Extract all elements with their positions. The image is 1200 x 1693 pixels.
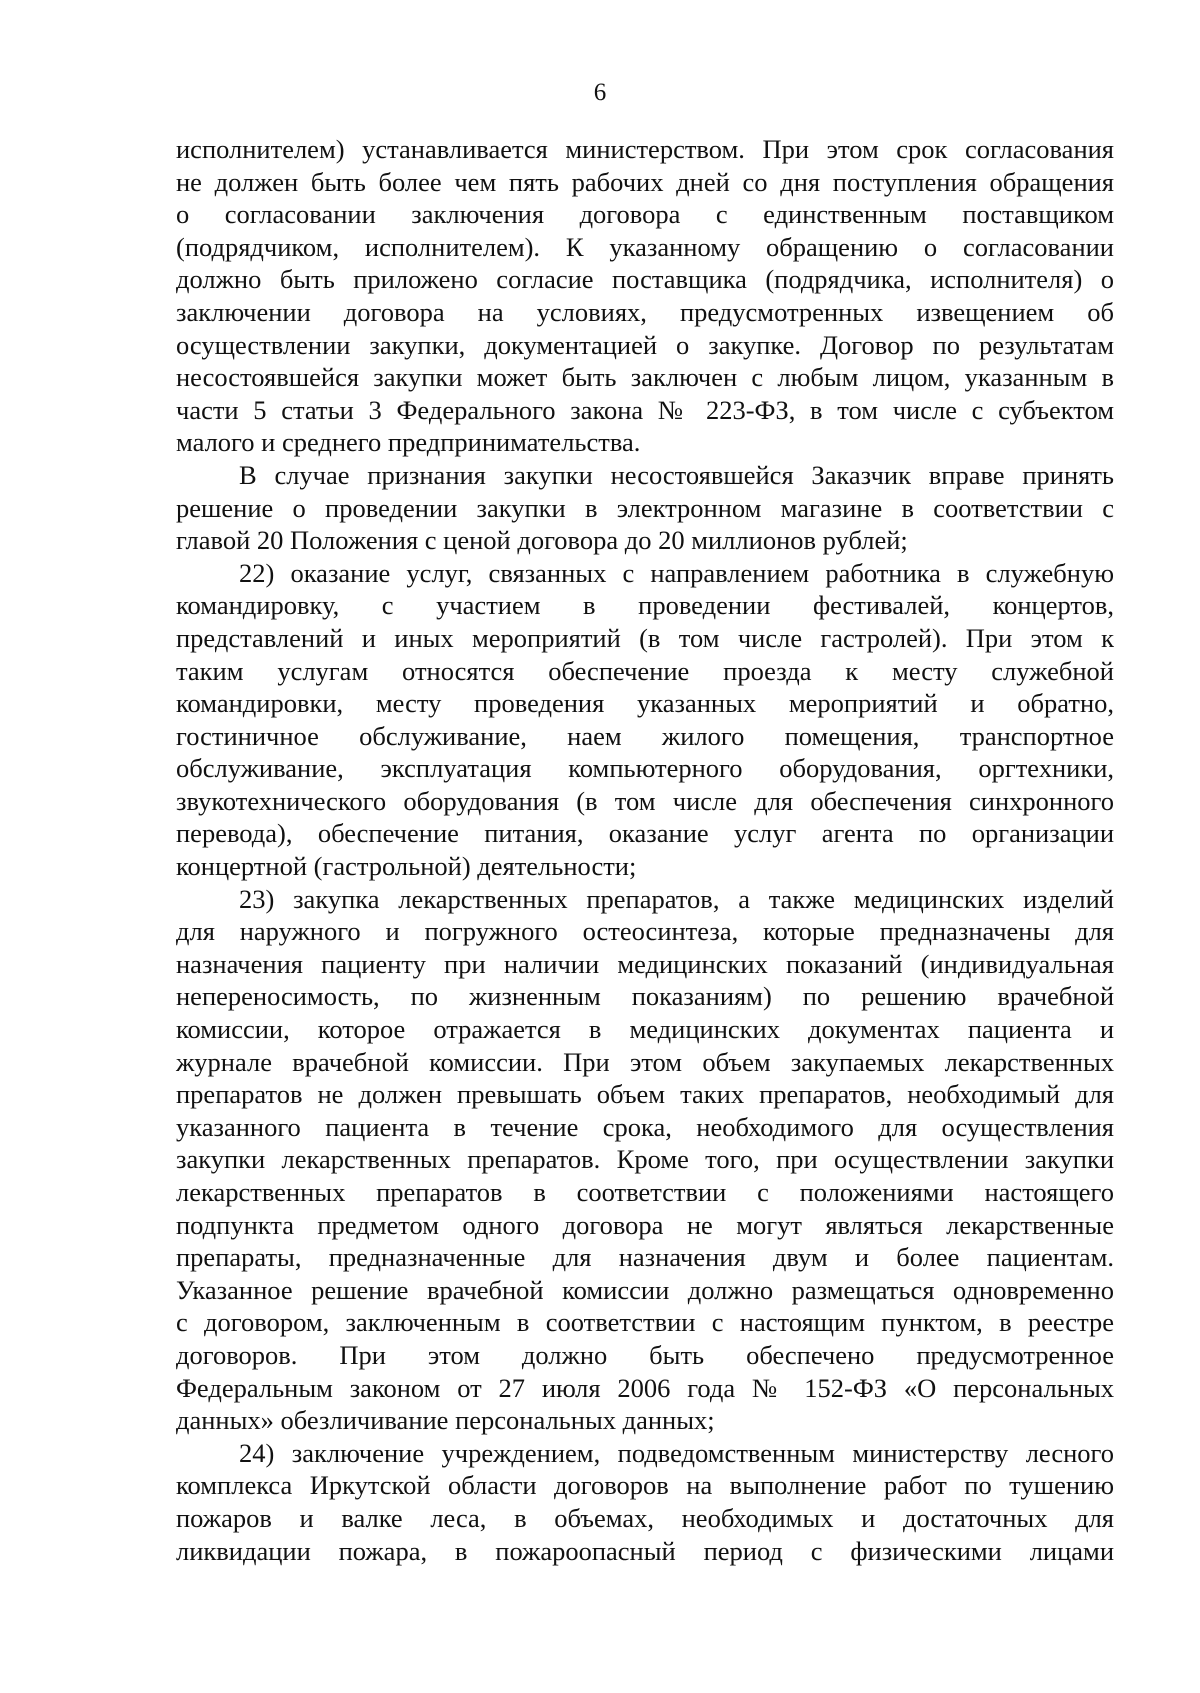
text-line: пожаров и валке леса, в объемах, необходимых и достаточных для	[176, 1502, 1114, 1533]
text-line: звукотехнического оборудования (в том числе для обеспечения синхронного	[176, 785, 1114, 816]
text-line: заключении договора на условиях, предусмотренных извещением об	[176, 296, 1114, 327]
text-line: с договором, заключенным в соответствии с настоящим пунктом, в реестре	[176, 1307, 1114, 1338]
text-line: Указанное решение врачебной комиссии должно размещаться одновременно	[176, 1274, 1114, 1305]
text-line: несостоявшейся закупки может быть заключен с любым лицом, указанным в	[176, 362, 1114, 393]
text-line: ликвидации пожара, в пожароопасный период с физическими лицами	[176, 1535, 1114, 1566]
text-line: подпункта предметом одного договора не могут являться лекарственные	[176, 1209, 1114, 1240]
text-line: перевода), обеспечение питания, оказание услуг агента по организации	[176, 818, 1114, 849]
text-line: закупки лекарственных препаратов. Кроме того, при осуществлении закупки	[176, 1144, 1114, 1175]
paragraph	[176, 557, 1114, 883]
text-line: комиссии, которое отражается в медицинских документах пациента и	[176, 1014, 1114, 1045]
text-line: не должен быть более чем пять рабочих дней со дня поступления обращения	[176, 166, 1114, 197]
text-line: осуществлении закупки, документацией о закупке. Договор по результатам	[176, 329, 1114, 360]
document-body	[176, 133, 1114, 1567]
text-line: Федеральным законом от 27 июля 2006 года № 152-ФЗ «О персональных	[176, 1372, 1114, 1403]
text-line: 24) заключение учреждением, подведомственным министерству лесного	[239, 1437, 1114, 1468]
text-line: решение о проведении закупки в электронном магазине в соответствии с	[176, 492, 1114, 523]
text-line: лекарственных препаратов в соответствии с положениями настоящего	[176, 1177, 1114, 1207]
text-line: договоров. При этом должно быть обеспечено предусмотренное	[176, 1339, 1114, 1370]
page-number: 6	[593, 79, 607, 106]
paragraph	[176, 133, 1114, 459]
text-line: 23) закупка лекарственных препаратов, а также медицинских изделий	[239, 883, 1114, 914]
text-line: журнале врачебной комиссии. При этом объем закупаемых лекарственных	[176, 1046, 1114, 1077]
text-line: комплекса Иркутской области договоров на выполнение работ по тушению	[176, 1470, 1114, 1501]
text-line: концертной (гастрольной) деятельности;	[176, 851, 637, 882]
text-line: таким услугам относятся обеспечение проезда к месту служебной	[176, 655, 1114, 686]
text-line: гостиничное обслуживание, наем жилого помещения, транспортное	[176, 720, 1114, 751]
text-line: (подрядчиком, исполнителем). К указанному обращению о согласовании	[176, 231, 1114, 262]
text-line: обслуживание, эксплуатация компьютерного оборудования, оргтехники,	[176, 753, 1114, 784]
paragraph	[176, 883, 1114, 1437]
paragraph	[176, 459, 1114, 557]
text-line: должно быть приложено согласие поставщика (подрядчика, исполнителя) о	[176, 264, 1114, 295]
text-line: о согласовании заключения договора с единственным поставщиком	[176, 199, 1114, 230]
text-line: главой 20 Положения с ценой договора до 20 миллионов рублей;	[176, 525, 908, 556]
text-line: непереносимость, по жизненным показаниям) по решению врачебной	[176, 981, 1114, 1012]
text-line: представлений и иных мероприятий (в том числе гастролей). При этом к	[176, 622, 1114, 653]
text-line: командировки, месту проведения указанных мероприятий и обратно,	[176, 688, 1114, 719]
text-line: препаратов не должен превышать объем таких препаратов, необходимый для	[176, 1079, 1114, 1110]
text-line: для наружного и погружного остеосинтеза, которые предназначены для	[176, 916, 1114, 947]
paragraph	[176, 1437, 1114, 1567]
text-line: малого и среднего предпринимательства.	[176, 427, 641, 458]
text-line: исполнителем) устанавливается министерством. При этом срок согласования	[176, 134, 1114, 164]
text-line: назначения пациенту при наличии медицинских показаний (индивидуальная	[176, 948, 1114, 979]
text-line: командировку, с участием в проведении фестивалей, концертов,	[176, 590, 1114, 621]
text-line: части 5 статьи 3 Федерального закона № 223-ФЗ, в том числе с субъектом	[176, 394, 1114, 425]
text-line: данных» обезличивание персональных данных;	[176, 1405, 715, 1436]
text-line: В случае признания закупки несостоявшейся Заказчик вправе принять	[239, 459, 1114, 490]
text-line: указанного пациента в течение срока, необходимого для осуществления	[176, 1111, 1114, 1142]
text-line: препараты, предназначенные для назначения двум и более пациентам.	[176, 1242, 1114, 1273]
text-line: 22) оказание услуг, связанных с направлением работника в служебную	[239, 557, 1114, 588]
